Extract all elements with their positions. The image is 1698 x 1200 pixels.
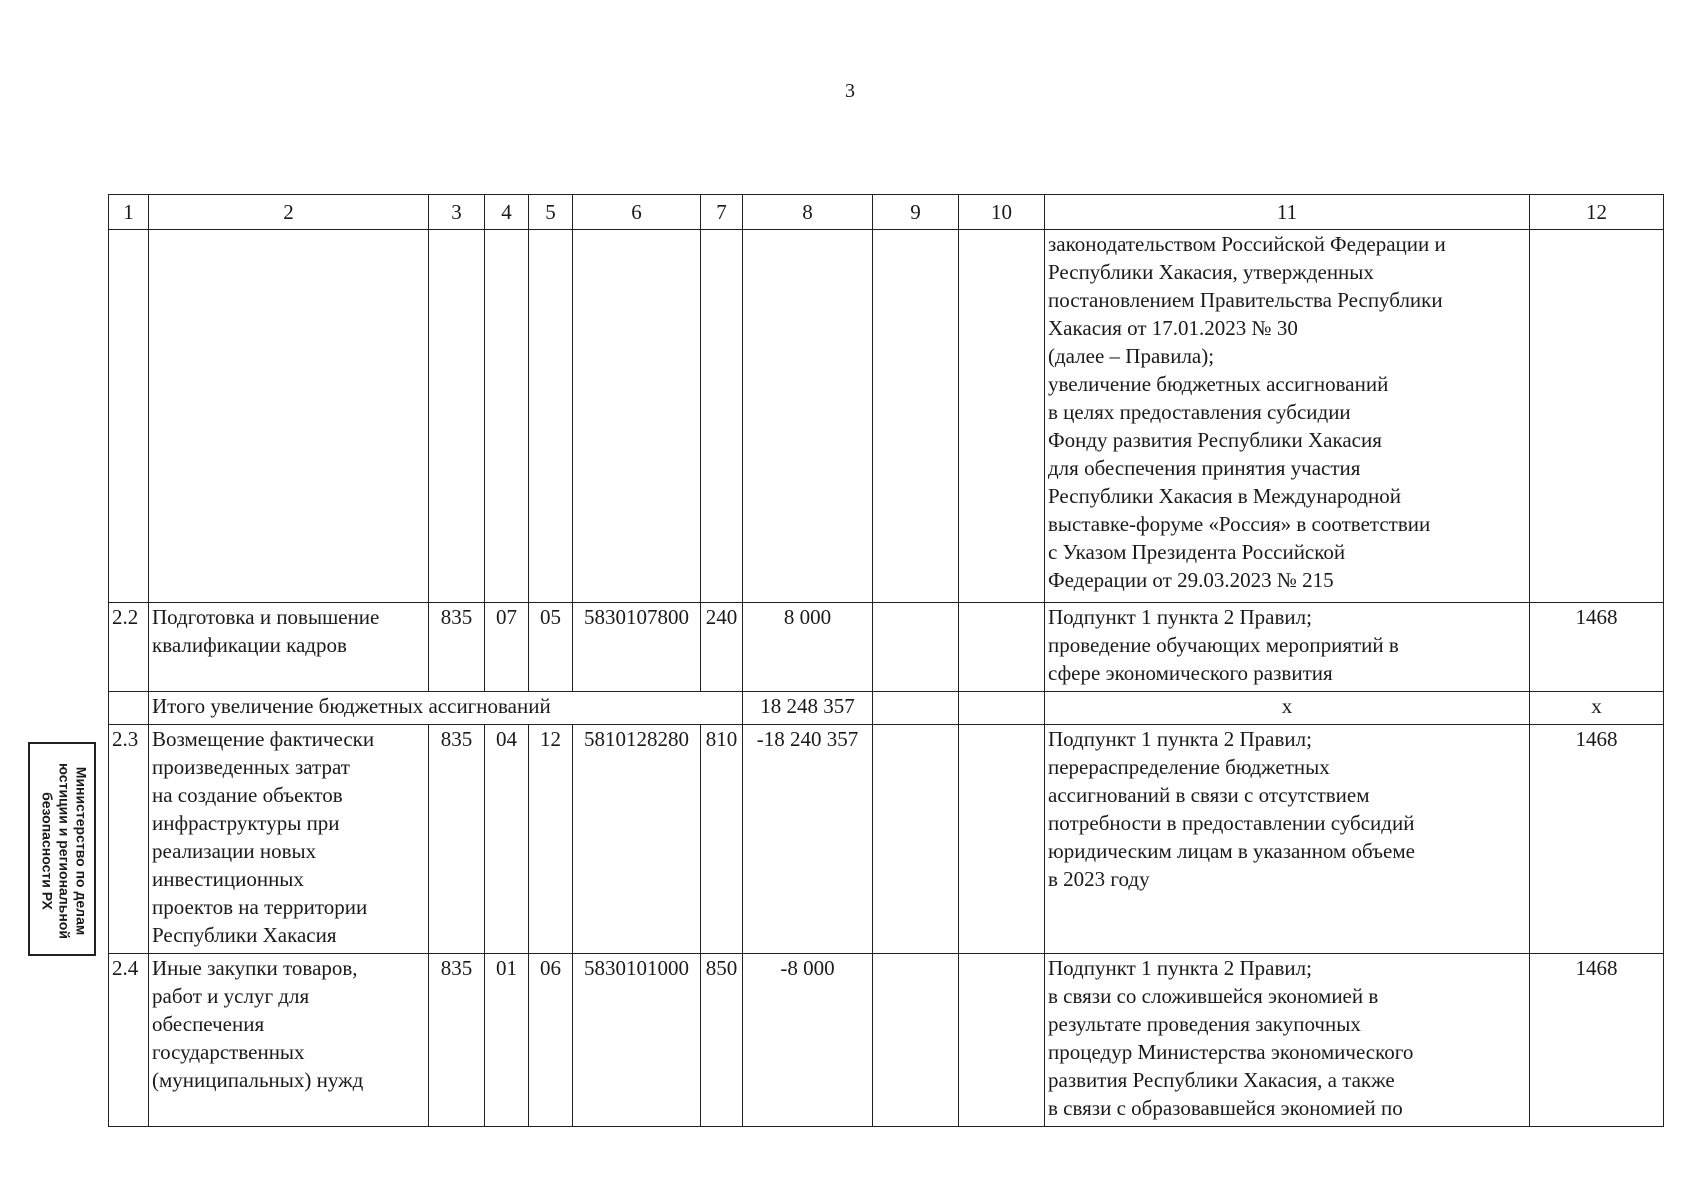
section-code-cell: [485, 230, 529, 603]
section-code-cell: 07: [485, 603, 529, 692]
target-article-cell: 5830101000: [573, 954, 701, 1127]
expense-type-cell: 240: [701, 603, 743, 692]
section-code-cell: 01: [485, 954, 529, 1127]
expense-type-cell: 810: [701, 725, 743, 954]
subsection-code-cell: 05: [529, 603, 573, 692]
header-cell: 3: [429, 195, 485, 230]
table-row: [109, 954, 1664, 1127]
amount-cell: -8 000: [743, 954, 873, 1127]
column-12-cell: 1468: [1530, 954, 1664, 1127]
subsection-code-cell: 06: [529, 954, 573, 1127]
ministry-code-cell: [429, 230, 485, 603]
table-row: [109, 603, 1664, 692]
total-label-cell: Итого увеличение бюджетных ассигнований: [149, 692, 743, 725]
justification-cell: Подпункт 1 пункта 2 Правил; в связи со сложившейся экономией в результате проведения закупочных процедур Министерства экономического развития Республики Хакасия, а также в связи с образовавшейся экономией по: [1045, 954, 1530, 1127]
header-cell: 11: [1045, 195, 1530, 230]
justification-cell: законодательством Российской Федерации и Республики Хакасия, утвержденных постановлением Правительства Республики Хакасия от 17.01.2023 № 30 (далее – Правила); увеличение бюджетных ассигнований в целях предоставления субсидии Фонду развития Республики Хакасия для обеспечения принятия участия Республики Хакасия в Международной выставке-форуме «Россия» в соответствии с Указом Президента Российской Федерации от 29.03.2023 № 215: [1045, 230, 1530, 603]
header-cell: 7: [701, 195, 743, 230]
header-cell: 4: [485, 195, 529, 230]
row-number-cell: 2.4: [109, 954, 149, 1127]
header-cell: 8: [743, 195, 873, 230]
budget-table: [108, 194, 1664, 1127]
column-10-cell: [959, 692, 1045, 725]
expense-name-cell: Возмещение фактически произведенных затрат на создание объектов инфраструктуры при реализации новых инвестиционных проектов на территории Республики Хакасия: [149, 725, 429, 954]
column-9-cell: [873, 954, 959, 1127]
total-justification-cell: x: [1045, 692, 1530, 725]
justification-cell: Подпункт 1 пункта 2 Правил; проведение обучающих мероприятий в сфере экономического развития: [1045, 603, 1530, 692]
header-cell: 2: [149, 195, 429, 230]
expense-name-cell: Подготовка и повышение квалификации кадров: [149, 603, 429, 692]
page-number: 3: [845, 80, 855, 102]
column-10-cell: [959, 603, 1045, 692]
column-9-cell: [873, 230, 959, 603]
column-12-cell: 1468: [1530, 725, 1664, 954]
row-number-cell: [109, 692, 149, 725]
column-10-cell: [959, 954, 1045, 1127]
ministry-code-cell: 835: [429, 603, 485, 692]
header-cell: 1: [109, 195, 149, 230]
row-number-cell: 2.3: [109, 725, 149, 954]
subsection-code-cell: [529, 230, 573, 603]
amount-cell: [743, 230, 873, 603]
total-amount-cell: 18 248 357: [743, 692, 873, 725]
expense-type-cell: 850: [701, 954, 743, 1127]
section-code-cell: 04: [485, 725, 529, 954]
column-12-cell: 1468: [1530, 603, 1664, 692]
stamp-text: Министерство по делам юстиции и региональной безопасности РХ: [39, 763, 90, 939]
column-10-cell: [959, 230, 1045, 603]
subsection-code-cell: 12: [529, 725, 573, 954]
header-cell: 12: [1530, 195, 1664, 230]
registration-stamp: [28, 742, 96, 956]
header-cell: 10: [959, 195, 1045, 230]
expense-name-cell: Иные закупки товаров, работ и услуг для обеспечения государственных (муниципальных) нужд: [149, 954, 429, 1127]
column-9-cell: [873, 725, 959, 954]
column-9-cell: [873, 603, 959, 692]
column-12-cell: [1530, 230, 1664, 603]
ministry-code-cell: 835: [429, 725, 485, 954]
table-row: [109, 230, 1664, 603]
header-cell: 5: [529, 195, 573, 230]
column-10-cell: [959, 725, 1045, 954]
total-column-12-cell: x: [1530, 692, 1664, 725]
table-row: [109, 725, 1664, 954]
target-article-cell: 5810128280: [573, 725, 701, 954]
amount-cell: -18 240 357: [743, 725, 873, 954]
column-9-cell: [873, 692, 959, 725]
expense-name-cell: [149, 230, 429, 603]
total-row: [109, 692, 1664, 725]
expense-type-cell: [701, 230, 743, 603]
header-cell: 6: [573, 195, 701, 230]
header-row: [109, 195, 1664, 230]
target-article-cell: [573, 230, 701, 603]
target-article-cell: 5830107800: [573, 603, 701, 692]
row-number-cell: 2.2: [109, 603, 149, 692]
ministry-code-cell: 835: [429, 954, 485, 1127]
row-number-cell: [109, 230, 149, 603]
header-cell: 9: [873, 195, 959, 230]
justification-cell: Подпункт 1 пункта 2 Правил; перераспределение бюджетных ассигнований в связи с отсутствием потребности в предоставлении субсидий юридическим лицам в указанном объеме в 2023 году: [1045, 725, 1530, 954]
amount-cell: 8 000: [743, 603, 873, 692]
